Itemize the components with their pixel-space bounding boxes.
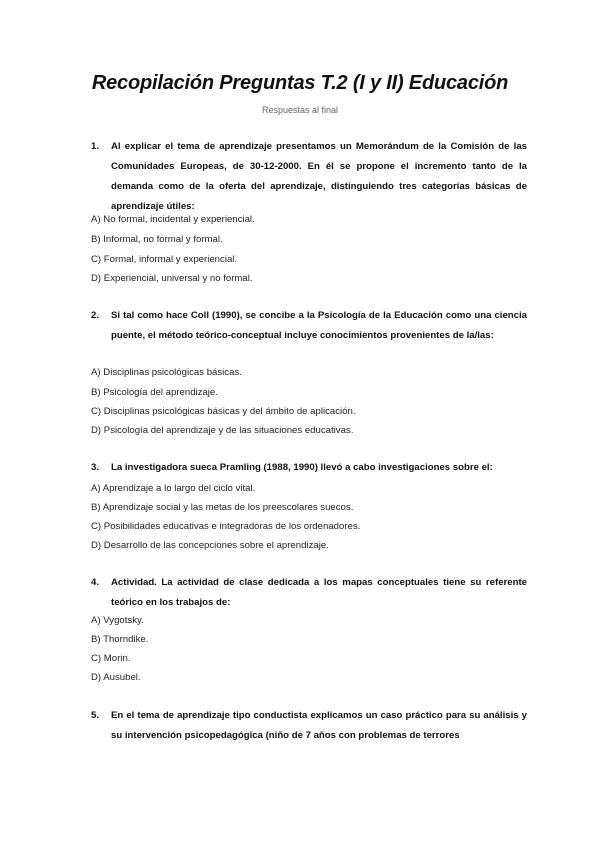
question-number: 5. bbox=[91, 710, 100, 721]
document-subtitle: Respuestas al final bbox=[261, 105, 339, 115]
option-1a: A) No formal, incidental y experiencial. bbox=[91, 214, 255, 225]
option-1c: C) Formal, informal y experiencial. bbox=[91, 254, 238, 265]
option-3d: D) Desarrollo de las concepciones sobre el aprendizaje. bbox=[91, 540, 329, 551]
option-2d: D) Psicología del aprendizaje y de las situaciones educativas. bbox=[91, 425, 354, 436]
option-4c: C) Morin. bbox=[91, 653, 131, 664]
question-2 bbox=[91, 306, 527, 346]
option-4a: A) Vygotsky. bbox=[91, 615, 144, 626]
option-3c: C) Posibilidades educativas e integradoras de los ordenadores. bbox=[91, 521, 361, 532]
question-number: 4. bbox=[91, 577, 100, 588]
question-3 bbox=[91, 458, 527, 478]
option-2c: C) Disciplinas psicológicas básicas y del ámbito de aplicación. bbox=[91, 406, 356, 417]
question-text: Al explicar el tema de aprendizaje presentamos un Memorándum de la Comisión de las Comunidades Europeas, de 30-12-2000. En él se propone el incremento tanto de la demanda como de la oferta del aprendizaje, distinguiendo tres categorías básicas de aprendizaje útiles: bbox=[111, 141, 527, 212]
option-1b: B) Informal, no formal y formal. bbox=[91, 234, 223, 245]
option-2b: B) Psicología del aprendizaje. bbox=[91, 387, 218, 398]
question-number: 1. bbox=[91, 141, 100, 152]
option-4b: B) Thorndike. bbox=[91, 634, 149, 645]
document-title: Recopilación Preguntas T.2 (I y II) Educación bbox=[91, 72, 509, 94]
option-1d: D) Experiencial, universal y no formal. bbox=[91, 273, 253, 284]
question-5 bbox=[91, 706, 527, 746]
question-number: 2. bbox=[91, 310, 100, 321]
question-number: 3. bbox=[91, 462, 100, 473]
option-3b: B) Aprendizaje social y las metas de los preescolares suecos. bbox=[91, 502, 354, 513]
option-3a: A) Aprendizaje a lo largo del ciclo vital. bbox=[91, 483, 256, 494]
option-4d: D) Ausubel. bbox=[91, 672, 141, 683]
question-text: La investigadora sueca Pramling (1988, 1990) llevó a cabo investigaciones sobre el: bbox=[111, 462, 493, 473]
question-text: Si tal como hace Coll (1990), se concibe a la Psicología de la Educación como una ciencia puente, el método teórico-conceptual incluye conocimientos provenientes de la/las: bbox=[111, 310, 527, 341]
option-2a: A) Disciplinas psicológicas básicas. bbox=[91, 367, 242, 378]
question-4 bbox=[91, 573, 527, 613]
question-text: Actividad. La actividad de clase dedicada a los mapas conceptuales tiene su referente teórico en los trabajos de: bbox=[111, 577, 527, 608]
question-text: En el tema de aprendizaje tipo conductista explicamos un caso práctico para su análisis y su intervención psicopedagógica (niño de 7 años con problemas de terrores bbox=[111, 710, 527, 741]
question-1 bbox=[91, 137, 527, 217]
